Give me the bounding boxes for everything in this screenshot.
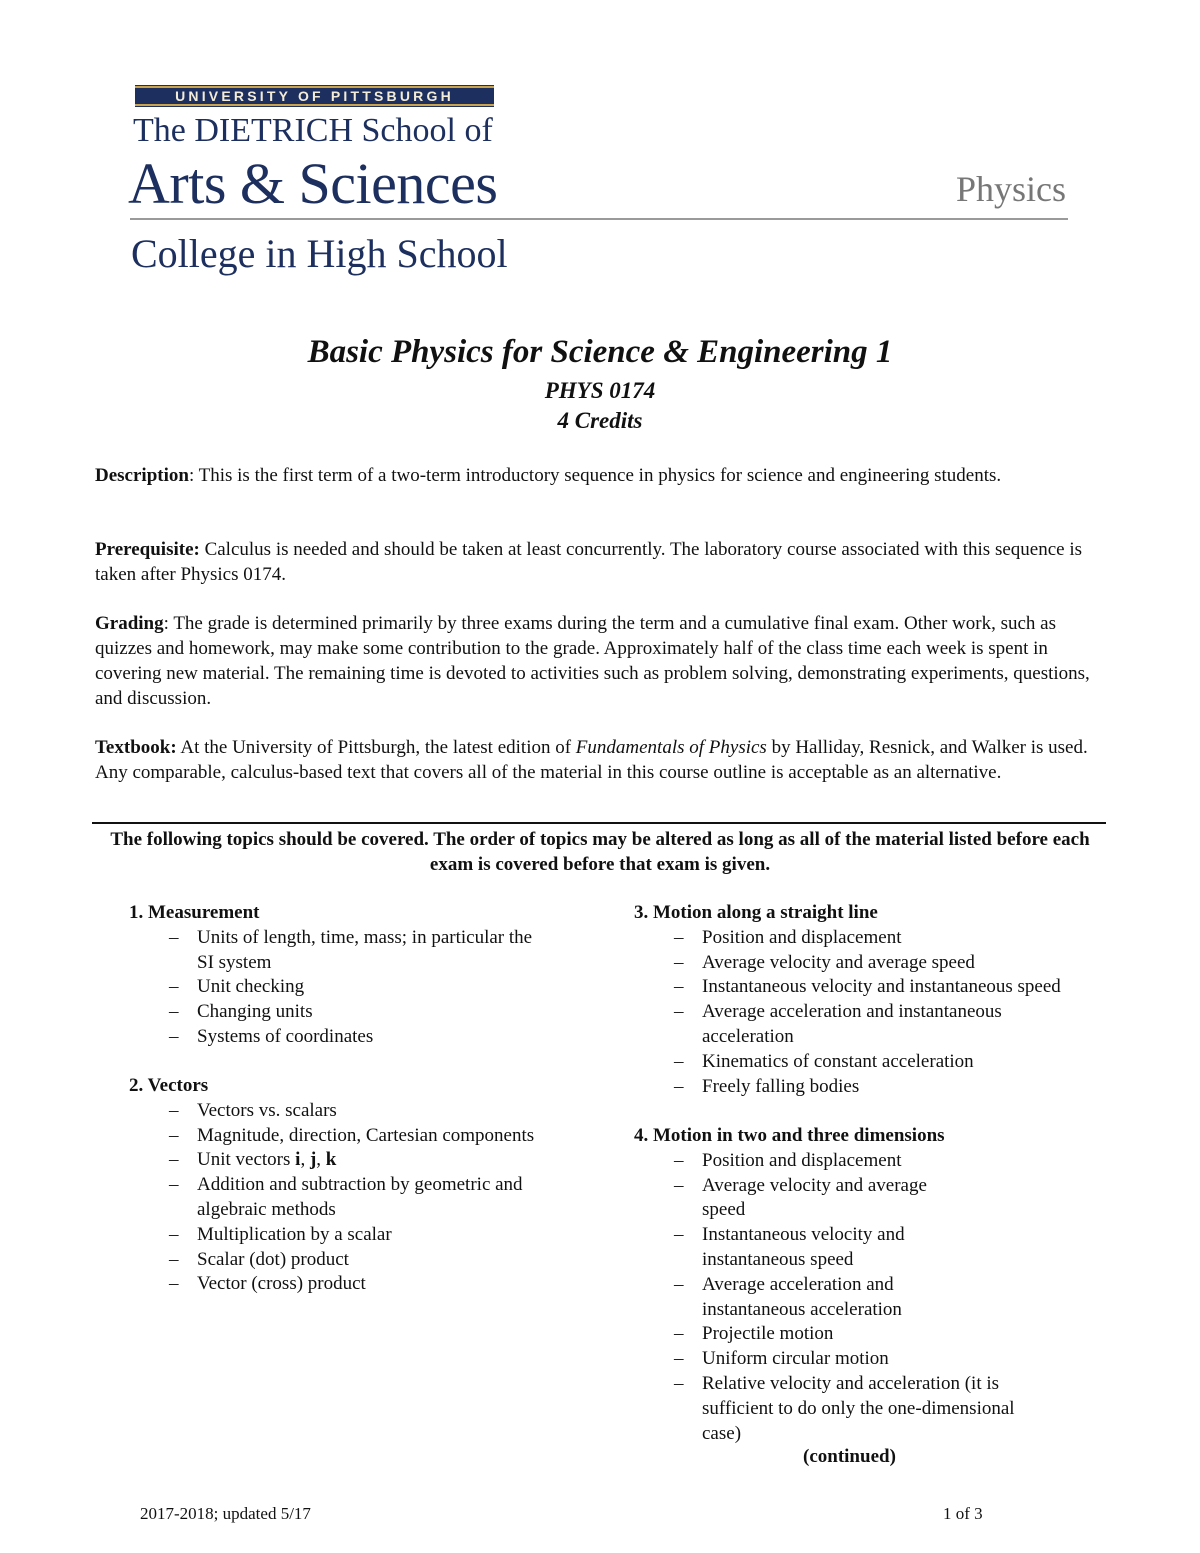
topic-heading: 4. Motion in two and three dimensions — [634, 1125, 945, 1146]
prerequisite-paragraph — [95, 537, 1105, 587]
topic-list — [634, 926, 1134, 1100]
list-item-unit-vectors — [129, 1148, 547, 1173]
list-item: – Average acceleration and instantaneous acceleration — [634, 1273, 942, 1323]
textbook-paragraph — [95, 735, 1105, 785]
description-separator: : — [188, 465, 199, 486]
list-item: – Projectile motion — [634, 1322, 967, 1347]
header-divider — [130, 218, 1068, 220]
list-item: – Instantaneous velocity and instantaneous speed — [634, 975, 1134, 1000]
description-paragraph — [95, 463, 1105, 488]
list-item: – Systems of coordinates — [129, 1025, 547, 1050]
topics-note: The following topics should be covered. The order of topics may be altered as long as all of the material listed before each exam is covered before that exam is given. — [110, 829, 1090, 875]
course-code: PHYS 0174 — [544, 378, 656, 403]
textbook-text-before: At the University of Pittsburgh, the latest edition of — [176, 737, 576, 758]
grading-text: The grade is determined primarily by three exams during the term and a cumulative final exam. Other work, such as quizzes and homework, may make some contribution to the grade. Approximately half of the class time each week is spent in covering new material. The remaining time is devoted to activities such as problem solving, demonstrating experiments, questions, and discussion. — [95, 613, 1090, 709]
topic-list — [129, 1099, 569, 1297]
list-item: – Freely falling bodies — [634, 1075, 1134, 1100]
topic-heading: 1. Measurement — [129, 902, 260, 923]
list-item: – Changing units — [129, 1000, 547, 1025]
topic-list — [129, 926, 569, 1050]
list-item: – Instantaneous velocity and instantaneous speed — [634, 1223, 942, 1273]
list-item: – Unit checking — [129, 975, 547, 1000]
list-item: – Magnitude, direction, Cartesian components — [129, 1124, 547, 1149]
description-label: Description — [95, 465, 189, 486]
unit-vector-i: i — [295, 1149, 301, 1171]
topic-measurement — [129, 901, 569, 1050]
textbook-title: Fundamentals of Physics — [575, 737, 767, 758]
program-name: College in High School — [131, 231, 508, 276]
topics-divider — [92, 822, 1106, 824]
textbook-label: Textbook: — [95, 737, 177, 758]
list-item: – Vector (cross) product — [129, 1272, 547, 1297]
university-banner: UNIVERSITY OF PITTSBURGH — [135, 85, 494, 107]
course-credits: 4 Credits — [557, 408, 643, 433]
list-item: – Scalar (dot) product — [129, 1248, 547, 1273]
list-item: – Units of length, time, mass; in particular the SI system — [129, 926, 547, 976]
unit-vector-j: j — [309, 1149, 317, 1171]
list-item: – Average acceleration and instantaneous acceleration — [634, 1000, 1047, 1050]
topic-straight-line-motion — [634, 901, 1134, 1099]
list-item: – Position and displacement — [634, 926, 1134, 951]
list-item: – Kinematics of constant acceleration — [634, 1050, 1134, 1075]
grading-paragraph — [95, 611, 1105, 711]
topic-list — [634, 1149, 1074, 1447]
prerequisite-text: Calculus is needed and should be taken at least concurrently. The laboratory course associated with this sequence is taken after Physics 0174. — [95, 539, 1083, 585]
footer-date: 2017-2018; updated 5/17 — [140, 1504, 311, 1523]
unit-vector-k: k — [325, 1149, 337, 1171]
continued-note: (continued) — [803, 1446, 896, 1467]
grading-label: Grading — [95, 613, 164, 634]
department-name: Physics — [955, 169, 1066, 209]
page-number: 1 of 3 — [943, 1504, 983, 1523]
course-title: Basic Physics for Science & Engineering 1 — [307, 334, 893, 370]
topic-2d-3d-motion — [634, 1124, 1074, 1446]
list-item: – Uniform circular motion — [634, 1347, 967, 1372]
topic-heading: 2. Vectors — [129, 1075, 209, 1096]
topic-heading: 3. Motion along a straight line — [634, 902, 878, 923]
prerequisite-label: Prerequisite: — [95, 539, 200, 560]
unit-vector-sep: , — [300, 1149, 310, 1171]
list-item: – Relative velocity and acceleration (it is sufficient to do only the one-dimensional case) — [634, 1372, 1024, 1446]
list-item: – Position and displacement — [634, 1149, 967, 1174]
list-item: – Multiplication by a scalar — [129, 1223, 547, 1248]
unit-vector-sep: , — [316, 1149, 326, 1171]
topic-vectors — [129, 1074, 569, 1297]
description-text: This is the first term of a two-term introductory sequence in physics for science and engineering students. — [198, 465, 1002, 486]
list-item: – Average velocity and average speed — [634, 951, 1134, 976]
grading-separator: : — [163, 613, 174, 634]
school-name-line1: The DIETRICH School of — [133, 112, 493, 149]
list-item: – Vectors vs. scalars — [129, 1099, 547, 1124]
school-name-line2: Arts & Sciences — [128, 151, 498, 216]
unit-vectors-prefix: Unit vectors — [197, 1149, 296, 1171]
list-item: – Addition and subtraction by geometric and algebraic methods — [129, 1173, 547, 1223]
list-item: – Average velocity and average speed — [634, 1174, 967, 1224]
textbook-text-after: by Halliday, Resnick, and Walker is used. Any comparable, calculus-based text that covers all of the material in this course outline is acceptable as an alternative. — [95, 737, 1088, 783]
